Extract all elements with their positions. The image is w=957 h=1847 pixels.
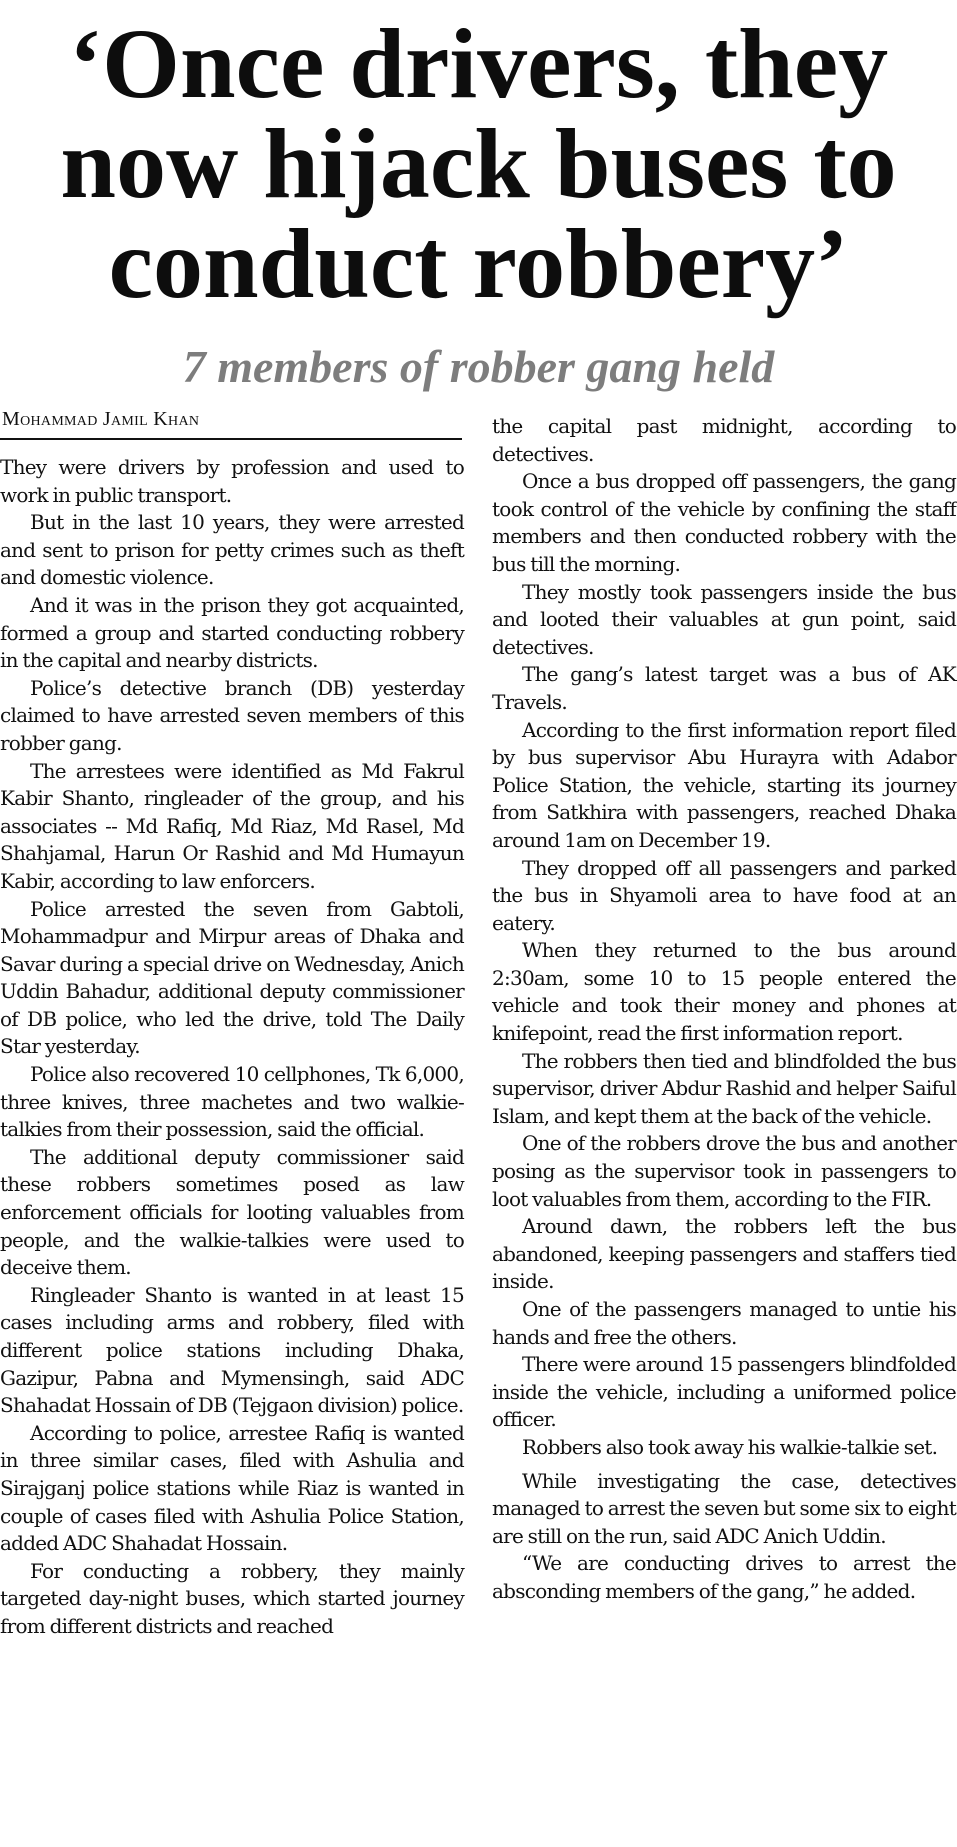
paragraph-14: The gang’s latest target was a bus of AK Travels.: [492, 662, 956, 714]
paragraph-25: “We are conducting drives to arrest the absconding members of the gang,” he added.: [492, 1551, 956, 1603]
byline: Mohammad Jamil Khan: [2, 408, 200, 430]
paragraph-5: The arrestees were identified as Md Fakrul Kabir Shanto, ringleader of the group, and his associates -- Md Rafiq, Md Riaz, Md Rasel, Md Shahjamal, Harun Or Rashid and Md Humayun Kabir, according to law enforcers.: [0, 758, 464, 893]
paragraph-24: While investigating the case, detectives managed to arrest the seven but some six to eight are still on the run, said ADC Anich Uddin.: [492, 1468, 956, 1548]
article-column-1: [0, 454, 464, 1641]
headline: ‘Once drivers, they now hijack buses to conduct robbery’: [60, 8, 897, 319]
paragraph-18: The robbers then tied and blindfolded the bus supervisor, driver Abdur Rashid and helper Saiful Islam, and kept them at the back of the vehicle.: [492, 1048, 956, 1128]
article-column-2: [492, 413, 956, 1606]
paragraph-10: According to police, arrestee Rafiq is wanted in three similar cases, filed with Ashulia and Sirajganj police stations while Riaz is wanted in couple of cases filed with Ashulia Police Station, added ADC Shahadat Hossain.: [0, 1420, 464, 1556]
byline-rule: [0, 438, 462, 440]
paragraph-11-continued: the capital past midnight, according to detectives.: [492, 414, 956, 466]
paragraph-8: The additional deputy commissioner said these robbers sometimes posed as law enforcement officials for looting valuables from people, and the walkie-talkies were used to deceive them.: [0, 1144, 464, 1280]
paragraph-22: There were around 15 passengers blindfolded inside the vehicle, including a uniformed police officer.: [492, 1352, 956, 1432]
paragraph-19: One of the robbers drove the bus and another posing as the supervisor took in passengers to loot valuables from them, according to the FIR.: [492, 1131, 956, 1211]
paragraph-20: Around dawn, the robbers left the bus abandoned, keeping passengers and staffers tied inside.: [492, 1214, 956, 1294]
paragraph-7: Police also recovered 10 cellphones, Tk 6,000, three knives, three machetes and two walkie-talkies from their possession, said the official.: [0, 1062, 464, 1142]
paragraph-23: Robbers also took away his walkie-talkie set.: [522, 1434, 938, 1459]
paragraph-2: But in the last 10 years, they were arrested and sent to prison for petty crimes such as theft and domestic violence.: [0, 510, 464, 590]
paragraph-16: They dropped off all passengers and parked the bus in Shyamoli area to have food at an eatery.: [492, 855, 956, 935]
paragraph-13: They mostly took passengers inside the bus and looted their valuables at gun point, said detectives.: [492, 579, 956, 659]
paragraph-3: And it was in the prison they got acquainted, formed a group and started conducting robbery in the capital and nearby districts.: [0, 592, 464, 673]
paragraph-15: According to the first information report filed by bus supervisor Abu Hurayra with Adabor Police Station, the vehicle, starting its journey from Satkhira with passengers, reached Dhaka around 1am on December 19.: [492, 717, 956, 852]
paragraph-21: One of the passengers managed to untie his hands and free the others.: [492, 1297, 956, 1349]
paragraph-12: Once a bus dropped off passengers, the gang took control of the vehicle by confining the staff members and then conducted robbery with the bus till the morning.: [492, 469, 956, 576]
subheadline: 7 members of robber gang held: [182, 341, 775, 392]
paragraph-4: Police’s detective branch (DB) yesterday claimed to have arrested seven members of this robber gang.: [0, 675, 464, 755]
paragraph-9: Ringleader Shanto is wanted in at least 15 cases including arms and robbery, filed with different police stations including Dhaka, Gazipur, Pabna and Mymensingh, said ADC Shahadat Hossain of DB (Tejgaon division) police.: [0, 1282, 464, 1418]
paragraph-6: Police arrested the seven from Gabtoli, Mohammadpur and Mirpur areas of Dhaka and Savar during a special drive on Wednesday, Anich Uddin Bahadur, additional deputy commissioner of DB police, who led the drive, told The Daily Star yesterday.: [0, 896, 464, 1059]
paragraph-17: When they returned to the bus around 2:30am, some 10 to 15 people entered the vehicle and took their money and phones at knifepoint, read the first information report.: [492, 938, 956, 1046]
paragraph-1: They were drivers by profession and used to work in public transport.: [0, 455, 464, 507]
paragraph-11: For conducting a robbery, they mainly targeted day-night buses, which started journey from different districts and reached: [0, 1558, 464, 1638]
